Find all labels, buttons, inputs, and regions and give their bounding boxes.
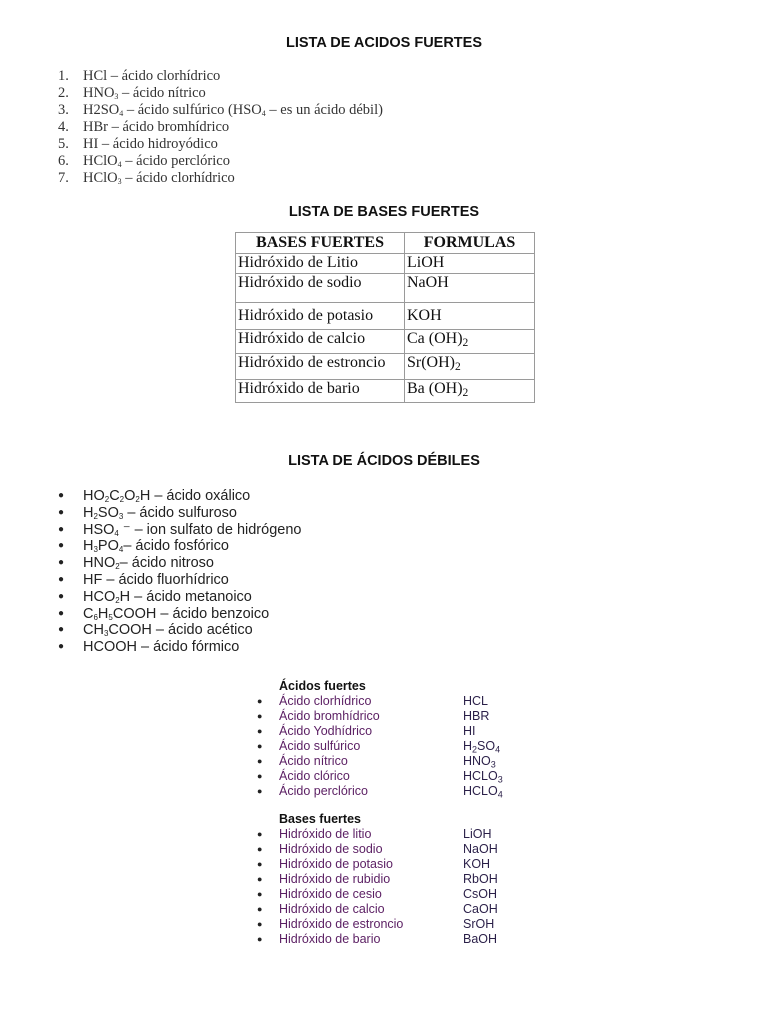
subscript: 2: [462, 336, 469, 349]
subscript: 4: [495, 744, 501, 755]
bullet-icon: ●: [58, 624, 65, 636]
table-cell-name: Hidróxido de potasio: [236, 303, 405, 330]
list-item: [58, 572, 301, 589]
formula-text: KOH: [407, 307, 442, 324]
image-list-item: [248, 872, 528, 887]
image-item-formula: [463, 902, 498, 917]
item-text: HCO: [83, 589, 116, 606]
image-item-formula: [463, 694, 488, 709]
bullet-icon: ●: [257, 844, 263, 854]
list-item: [58, 153, 383, 170]
item-text: HClO: [83, 170, 118, 186]
image-list-item: [248, 754, 528, 769]
item-text: – ácido fosfórico: [123, 538, 229, 555]
subscript: 4: [119, 108, 124, 118]
image-item-name: Hidróxido de rubidio: [279, 872, 391, 886]
strong-acids-title: LISTA DE ACIDOS FUERTES: [285, 35, 483, 51]
bullet-icon: ●: [257, 874, 263, 884]
bullet-icon: ●: [257, 904, 263, 914]
item-text: H2SO: [83, 102, 120, 118]
formula-text: SO: [477, 739, 496, 753]
subscript: 3: [117, 176, 122, 186]
image-item-formula: [463, 842, 498, 857]
formula-text: LiOH: [463, 827, 492, 841]
item-text: – ácido perclórico: [121, 153, 230, 169]
image-list-item: [248, 857, 528, 872]
bullet-icon: ●: [58, 590, 65, 602]
image-item-name: Hidróxido de cesio: [279, 887, 382, 901]
item-text: HNO: [83, 85, 115, 101]
list-item: [58, 119, 383, 136]
item-text: HCOOH – ácido fórmico: [83, 639, 240, 656]
item-text: O: [124, 488, 136, 505]
bullet-icon: ●: [257, 919, 263, 929]
image-list-item: [248, 739, 528, 754]
formula-text: NaOH: [407, 274, 449, 291]
item-text: CH: [83, 622, 104, 639]
item-number: 5.: [58, 136, 69, 152]
formula-text: H: [463, 739, 473, 753]
formula-text: NaOH: [463, 842, 498, 856]
list-item: [58, 538, 301, 555]
formula-text: HCLO: [463, 769, 498, 783]
image-item-name: Hidróxido de sodio: [279, 842, 383, 856]
subscript: 3: [114, 91, 119, 101]
table-header-row: [236, 233, 535, 254]
bullet-icon: ●: [257, 859, 263, 869]
image-item-formula: [463, 709, 489, 724]
item-text: HSO: [83, 521, 115, 538]
item-text: C: [109, 488, 120, 505]
formula-text: HCLO: [463, 784, 498, 798]
image-item-name: Ácido perclórico: [279, 784, 368, 798]
table-row: [236, 254, 535, 274]
table-row: [236, 330, 535, 354]
subscript: 2: [119, 495, 125, 505]
strong-acids-list: [58, 68, 383, 187]
bullet-icon: ●: [257, 934, 263, 944]
image-item-formula: [463, 827, 491, 842]
subscript: 2: [462, 386, 469, 399]
image-item-formula: [463, 932, 497, 947]
table-cell-name: Hidróxido de bario: [236, 380, 405, 403]
list-item: [58, 622, 301, 639]
bullet-icon: ●: [257, 771, 263, 781]
item-text: – es un ácido débil): [265, 102, 383, 118]
image-item-name: Ácido clórico: [279, 769, 350, 783]
weak-acids-title: LISTA DE ÁCIDOS DÉBILES: [288, 453, 480, 469]
image-bases-list: [248, 827, 528, 947]
image-item-formula: [463, 784, 503, 802]
table-cell-formula: [405, 303, 535, 330]
subscript: 4: [118, 545, 124, 555]
image-list-item: [248, 917, 528, 932]
image-list-item: [248, 932, 528, 947]
table-row: [236, 303, 535, 330]
subscript: 3: [490, 759, 496, 770]
table-cell-formula: [405, 330, 535, 354]
table-row: [236, 380, 535, 403]
item-number: 7.: [58, 170, 69, 186]
bullet-icon: ●: [257, 726, 263, 736]
item-text: HClO: [83, 153, 118, 169]
image-item-name: Hidróxido de bario: [279, 932, 381, 946]
item-number: 1.: [58, 68, 69, 84]
table-cell-formula: [405, 254, 535, 274]
image-list-item: [248, 887, 528, 902]
item-text: H: [83, 505, 94, 522]
formula-text: KOH: [463, 857, 491, 871]
subscript: 4: [114, 528, 119, 538]
table-row: [236, 274, 535, 303]
subscript: 2: [472, 744, 478, 755]
image-item-name: Ácido clorhídrico: [279, 694, 372, 708]
image-item-name: Hidróxido de calcio: [279, 902, 385, 916]
item-text: C: [83, 605, 94, 622]
subscript: 4: [117, 159, 122, 169]
column-header-formulas: FORMULAS: [405, 233, 535, 254]
bullet-icon: ●: [58, 641, 65, 653]
image-item-name: Ácido Yodhídrico: [279, 724, 373, 738]
item-text: H – ácido oxálico: [139, 488, 251, 505]
bullet-icon: ●: [257, 889, 263, 899]
item-number: 3.: [58, 102, 69, 118]
bullet-icon: ●: [257, 696, 263, 706]
formula-text: HCL: [463, 694, 489, 708]
subscript: 4: [497, 789, 503, 800]
subscript: 3: [118, 512, 124, 522]
formula-text: LiOH: [407, 254, 445, 271]
bullet-icon: ●: [58, 573, 65, 585]
item-number: 2.: [58, 85, 69, 101]
formula-text: RbOH: [463, 872, 498, 886]
item-text: HNO: [83, 555, 116, 572]
item-text: H – ácido metanoico: [119, 589, 252, 606]
image-item-formula: [463, 724, 476, 739]
table-cell-name: Hidróxido de estroncio: [236, 354, 405, 380]
item-text: SO: [97, 505, 119, 522]
subscript: 5: [108, 612, 113, 622]
image-list-item: [248, 769, 528, 784]
item-text: HO: [83, 488, 105, 505]
weak-acids-list: [58, 488, 301, 656]
subscript: 3: [93, 545, 98, 555]
image-list-item: [248, 902, 528, 917]
subscript: 2: [104, 495, 110, 505]
image-item-name: Ácido bromhídrico: [279, 709, 380, 723]
bullet-icon: ●: [58, 490, 65, 501]
bullet-icon: ●: [257, 741, 263, 751]
subscript: 6: [93, 612, 98, 622]
subscript: 2: [115, 562, 120, 572]
item-text: H: [83, 538, 94, 555]
image-item-name: Hidróxido de potasio: [279, 857, 393, 871]
list-item: [58, 555, 301, 572]
formula-text: CaOH: [463, 902, 498, 916]
list-item: [58, 606, 301, 623]
item-number: 4.: [58, 119, 69, 135]
item-text: – ácido nitroso: [119, 555, 214, 572]
list-item: [58, 68, 383, 85]
bullet-icon: ●: [58, 557, 65, 569]
table-cell-formula: [405, 274, 535, 303]
list-item: [58, 488, 301, 505]
item-text: – ácido sulfúrico (HSO: [123, 102, 262, 118]
image-list-item: [248, 694, 528, 709]
list-item: [58, 505, 301, 522]
bullet-icon: ●: [58, 607, 65, 619]
formula-text: SrOH: [463, 917, 495, 931]
subscript: 2: [115, 596, 120, 605]
image-item-name: Ácido nítrico: [279, 754, 348, 768]
table-row: [236, 354, 535, 380]
item-number: 6.: [58, 153, 69, 169]
item-text: PO: [97, 538, 119, 555]
image-item-formula: [463, 857, 490, 872]
bullet-icon: ●: [58, 523, 65, 535]
formula-text: HI: [463, 724, 476, 738]
image-list-item: [248, 842, 528, 857]
image-item-name: Ácido sulfúrico: [279, 739, 361, 753]
table-cell-formula: [405, 380, 535, 403]
subscript: 2: [135, 495, 140, 505]
item-text: COOH – ácido benzoico: [112, 605, 270, 622]
formula-text: Ba (OH): [407, 380, 463, 397]
strong-bases-title: LISTA DE BASES FUERTES: [288, 204, 480, 220]
subscript: 3: [103, 629, 109, 639]
bullet-icon: ●: [58, 540, 65, 552]
subscript: 3: [497, 774, 503, 785]
list-item: [58, 522, 301, 539]
column-header-bases: BASES FUERTES: [236, 233, 405, 254]
image-list-item: [248, 709, 528, 724]
subscript: 2: [93, 512, 98, 522]
formula-text: HNO: [463, 754, 491, 768]
image-item-formula: [463, 917, 494, 932]
subscript: 2: [455, 360, 461, 373]
item-text: HI – ácido hidroyódico: [83, 136, 218, 152]
list-item: [58, 639, 301, 656]
item-text: HF – ácido fluorhídrico: [83, 572, 229, 589]
list-item: [58, 85, 383, 102]
item-text: – ácido sulfuroso: [123, 505, 237, 522]
image-acids-heading: Ácidos fuertes: [279, 679, 366, 693]
list-item: [58, 102, 383, 119]
image-bases-heading: Bases fuertes: [279, 812, 361, 826]
image-list-item: [248, 784, 528, 799]
table-cell-name: Hidróxido de sodio: [236, 274, 405, 303]
list-item: [58, 136, 383, 153]
item-text: – ácido clorhídrico: [121, 170, 235, 186]
image-list-item: [248, 724, 528, 739]
table-cell-name: Hidróxido de Litio: [236, 254, 405, 274]
list-item: [58, 170, 383, 187]
formula-text: HBR: [463, 709, 490, 723]
image-item-formula: [463, 887, 497, 902]
bullet-icon: ●: [257, 829, 263, 839]
bases-table: [235, 232, 535, 403]
image-item-name: Hidróxido de estroncio: [279, 917, 404, 931]
item-text: COOH – ácido acético: [108, 622, 253, 639]
image-item-formula: [463, 872, 498, 887]
item-text: H: [97, 605, 109, 622]
item-text: HCl – ácido clorhídrico: [83, 68, 221, 84]
item-text: HBr – ácido bromhídrico: [83, 119, 230, 135]
item-text: ⁻ – ion sulfato de hidrógeno: [118, 521, 302, 538]
formula-text: BaOH: [463, 932, 498, 946]
list-item: [58, 589, 301, 606]
bullet-icon: ●: [257, 711, 263, 721]
table-cell-formula: [405, 354, 535, 380]
bullet-icon: ●: [58, 506, 65, 518]
bullet-icon: ●: [257, 786, 263, 796]
formula-text: Sr(OH): [407, 354, 455, 371]
image-item-name: Hidróxido de litio: [279, 827, 372, 841]
item-text: – ácido nítrico: [118, 85, 206, 101]
image-list-item: [248, 827, 528, 842]
table-cell-name: Hidróxido de calcio: [236, 330, 405, 354]
image-acids-list: [248, 694, 528, 799]
formula-text: Ca (OH): [407, 330, 463, 347]
formula-text: CsOH: [463, 887, 498, 901]
acids-bases-image: [248, 678, 528, 947]
bullet-icon: ●: [257, 756, 263, 766]
subscript: 4: [261, 108, 266, 118]
